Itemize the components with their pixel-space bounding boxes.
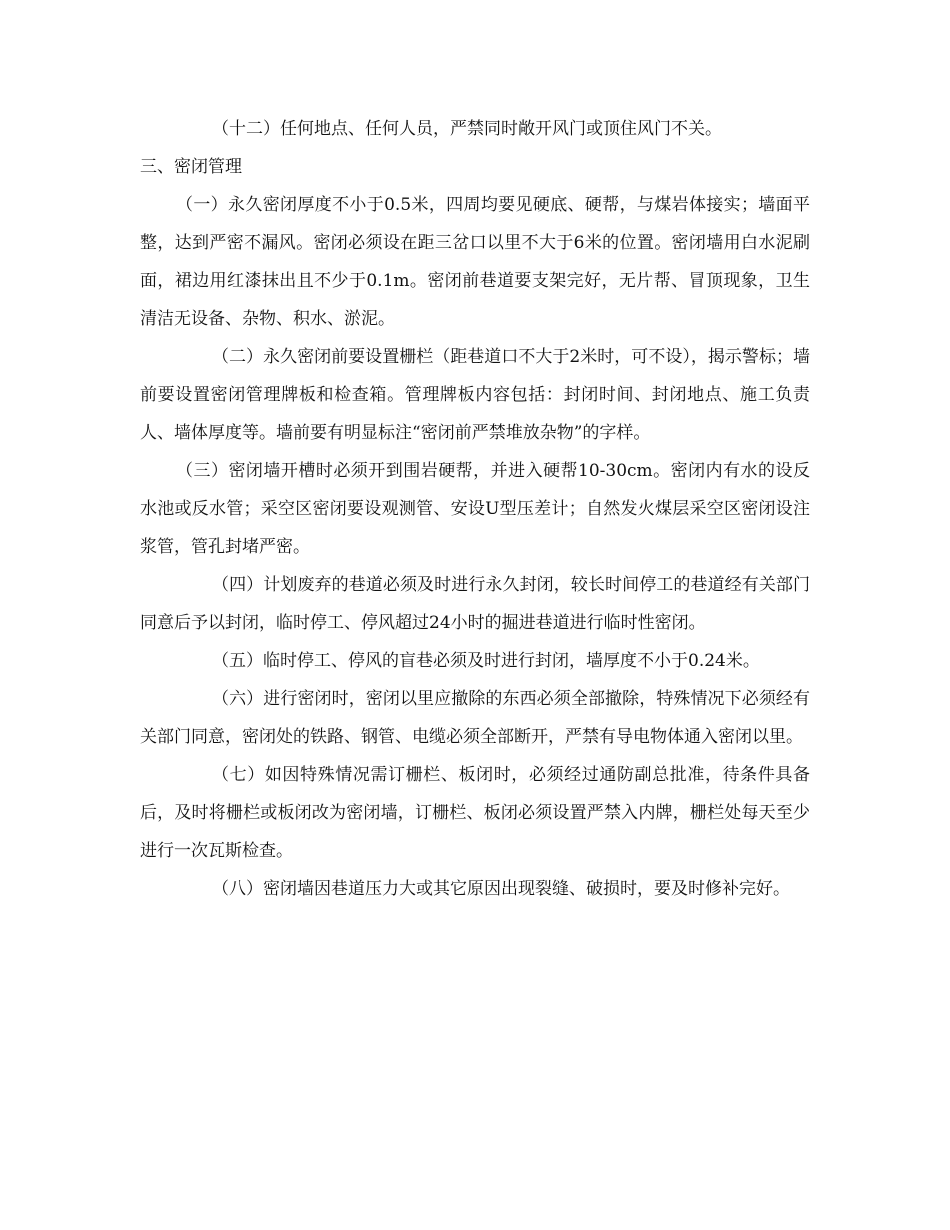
paragraph-item-12: （十二）任何地点、任何人员，严禁同时敞开风门或顶住风门不关。 xyxy=(212,119,722,139)
paragraph-item-7: （七）如因特殊情况需订栅栏、板闭时，必须经过通防副总批准，待条件具备后，及时将栅栏或板闭改为密闭墙，订栅栏、板闭必须设置严禁入内牌，栅栏处每天至少进行一次瓦斯检查。 xyxy=(140,765,810,861)
paragraph-item-2: （二）永久密闭前要设置栅栏（距巷道口不大于2米时，可不设），揭示警标；墙前要设置密闭管理牌板和检查箱。管理牌板内容包括：封闭时间、封闭地点、施工负责人、墙体厚度等。墙前要有明显标注“密闭前严禁堆放杂物”的字样。 xyxy=(140,347,810,443)
paragraph-item-3: （三）密闭墙开槽时必须开到围岩硬帮，并进入硬帮10-30cm。密闭内有水的设反水池或反水管；采空区密闭要设观测管、安设U型压差计；自然发火煤层采空区密闭设注浆管，管孔封堵严密。 xyxy=(140,461,810,557)
paragraph-item-1: （一）永久密闭厚度不小于0.5米，四周均要见硬底、硬帮，与煤岩体接实；墙面平整，达到严密不漏风。密闭必须设在距三岔口以里不大于6米的位置。密闭墙用白水泥刷面，裙边用红漆抹出且不少于0.1m。密闭前巷道要支架完好，无片帮、冒顶现象，卫生清洁无设备、杂物、积水、淤泥。 xyxy=(140,195,810,329)
paragraph-item-6: （六）进行密闭时，密闭以里应撤除的东西必须全部撤除，特殊情况下必须经有关部门同意，密闭处的铁路、钢管、电缆必须全部断开，严禁有导电物体通入密闭以里。 xyxy=(140,689,810,747)
paragraph-item-5: （五）临时停工、停风的盲巷必须及时进行封闭，墙厚度不小于0.24米。 xyxy=(212,651,760,671)
section-heading-sealing-management: 三、密闭管理 xyxy=(140,157,242,177)
document-body xyxy=(140,110,810,908)
paragraph-item-4: （四）计划废弃的巷道必须及时进行永久封闭，较长时间停工的巷道经有关部门同意后予以封闭，临时停工、停风超过24小时的掘进巷道进行临时性密闭。 xyxy=(140,575,810,633)
paragraph-item-8: （八）密闭墙因巷道压力大或其它原因出现裂缝、破损时，要及时修补完好。 xyxy=(212,879,790,899)
